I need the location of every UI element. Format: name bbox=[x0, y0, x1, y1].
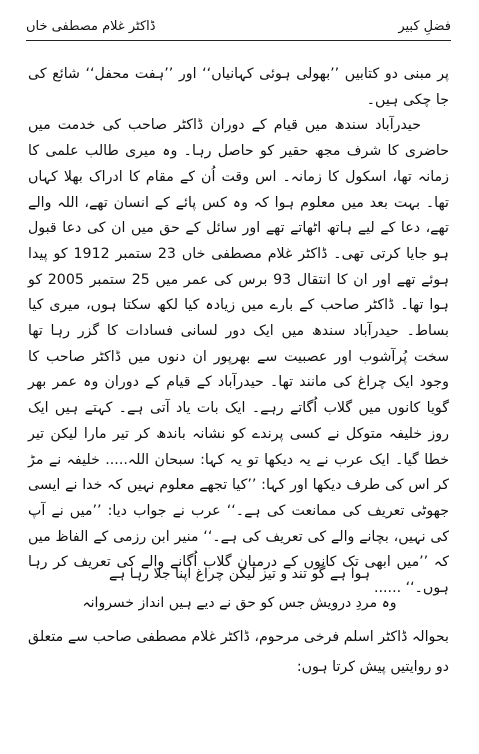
verse-line-1: ہوا ہے گو تند و تیز لیکن چراغ اپنا جلا رہا ہے bbox=[108, 566, 371, 582]
author-name: ڈاکٹر غلام مصطفی خاں bbox=[26, 19, 156, 34]
body-text bbox=[28, 62, 449, 602]
verse-couplet bbox=[40, 560, 439, 618]
paragraph-main: حیدرآباد سندھ میں قیام کے دوران ڈاکٹر صاحب کی خدمت میں حاضری کا شرف مجھ حقیر کو حاصل رہا۔ وہ میری طالب علمی کا زمانہ تھا، اسکول کا زمانہ۔ اس وقت اُن کے مقام کا ادراک بھلا کہاں تھا۔ بہت بعد میں معلوم ہوا کہ وہ کس پائے کے انسان تھے، اللہ والے تھے، دعا کے لیے ہاتھ اٹھاتے تھے اور سائل کے حق میں ان کی دعا قبول ہو جایا کرتی تھی۔ ڈاکٹر غلام مصطفی خاں 23 ستمبر 1912 کو پیدا ہوئے تھے اور ان کا انتقال 93 برس کی عمر میں 25 ستمبر 2005 کو ہوا تھا۔ ڈاکٹر صاحب کے بارے میں زیادہ کیا لکھ سکتا ہوں، میری کیا بساط۔ حیدرآباد سندھ میں ایک دور لسانی فسادات کا گزر رہا تھا سخت پُرآشوب اور عصبیت سے بھرپور ان دنوں میں ڈاکٹر صاحب کا وجود ایک چراغ کی مانند تھا۔ حیدرآباد کے قیام کے دوران وہ عمر بھر گویا کانوں میں گلاب اُگاتے رہے۔ ایک بات یاد آتی ہے۔ کہتے ہیں ایک روز خلیفہ متوکل نے کسی پرندے کو نشانہ باندھ کر تیر مارا لیکن تیر خطا گیا۔ ایک عرب نے یہ دیکھا تو یہ کہا: سبحان اللہ..... خلیفہ نے مڑ کر اس کی طرف دیکھا اور کہا: ’’کیا تجھے معلوم نہیں کہ خدا نے ایسی جھوٹی تعریف کی ممانعت کی ہے۔‘‘ عرب نے جواب دیا: ’’میں نے آپ کی نہیں، بچانے والے کی تعریف کی ہے۔‘‘ منیر ابن رزمی کے الفاظ میں کہ ’’میں ابھی تک کانوں کے درمیان گلاب اُگانے والے کی تعریف کر رہا ہوں۔‘‘ ...... bbox=[28, 117, 450, 597]
closing-paragraph: بحوالہ ڈاکٹر اسلم فرخی مرحوم، ڈاکٹر غلام مصطفی صاحب سے متعلق دو روایتیں پیش کرتا ہوں: bbox=[28, 629, 449, 675]
running-header bbox=[26, 6, 451, 34]
verse-line-2: وہ مردِ درویش جس کو حق نے دیے ہیں انداز خسروانہ bbox=[82, 595, 397, 611]
book-title: فضلِ کبیر bbox=[398, 19, 451, 34]
paragraph-intro: پر مبنی دو کتابیں ’’بھولی ہوئی کہانیاں‘‘ اور ’’ہفت محفل‘‘ شائع کی جا چکی ہیں۔ bbox=[28, 66, 449, 108]
header-divider bbox=[26, 40, 451, 41]
